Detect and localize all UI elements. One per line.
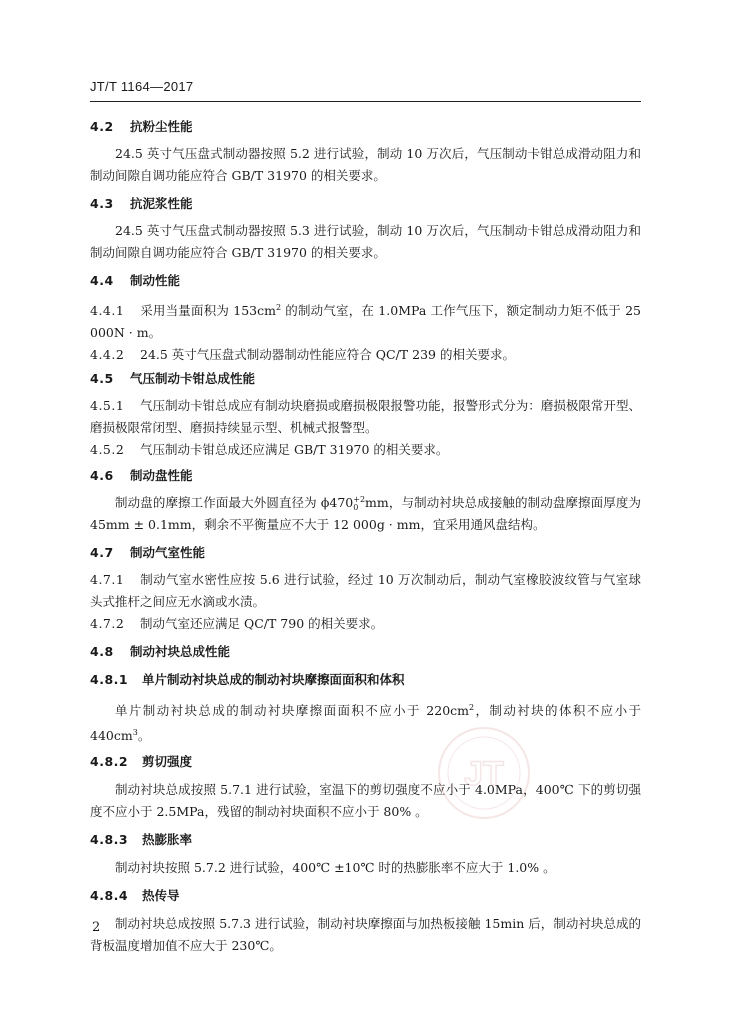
page-number: 2	[92, 920, 101, 935]
subsection-heading-4-8-2: 4.8.2 剪切强度	[90, 754, 193, 770]
clause-4-4-2: 4.4.2 24.5 英寸气压盘式制动器制动性能应符合 QC/T 239 的相关要求。	[90, 347, 515, 363]
standard-code-header: JT/T 1164—2017	[90, 79, 194, 94]
section-heading-4-4: 4.4 制动性能	[90, 273, 181, 288]
document-body	[90, 112, 641, 957]
subsection-4-8-2-text: 制动衬块总成按照 5.7.1 进行试验，室温下的剪切强度不应小于 4.0MPa，400℃ 下的剪切强度不应小于 2.5MPa，残留的制动衬块面积不应小于 80% 。	[90, 782, 641, 820]
section-heading-4-3: 4.3 抗泥浆性能	[90, 196, 193, 211]
section-4-2-text: 24.5 英寸气压盘式制动器按照 5.2 进行试验，制动 10 万次后，气压制动卡钳总成滑动阻力和制动间隙自调功能应符合 GB/T 31970 的相关要求。	[90, 146, 641, 183]
section-heading-4-6: 4.6 制动盘性能	[90, 468, 193, 484]
subsection-4-8-3-text: 制动衬块按照 5.7.2 进行试验，400℃ ±10℃ 时的热膨胀率不应大于 1.0% 。	[115, 860, 556, 876]
subsection-heading-4-8-3: 4.8.3 热膨胀率	[90, 832, 193, 848]
subsection-heading-4-8-4: 4.8.4 热传导	[90, 888, 180, 904]
jt-watermark-seal	[436, 725, 532, 821]
clause-4-5-1: 4.5.1 气压制动卡钳总成应有制动块磨损或磨损极限报警功能，报警形式分为：磨损极限常开型、磨损极限常闭型、磨损持续显示型、机械式报警型。	[90, 398, 641, 436]
header-rule	[90, 101, 641, 102]
watermark-text: JT	[464, 755, 504, 793]
section-4-6-text: 制动盘的摩擦工作面最大外圆直径为 ϕ470 +2 0 mm，与制动衬块总成接触的制动盘摩擦面厚度为 45mm ± 0.1mm，剩余不平衡量应不大于 12 000g · mm，宜采用通风盘结构。	[90, 494, 641, 533]
section-heading-4-7: 4.7 制动气室性能	[90, 545, 206, 561]
section-heading-4-2: 4.2 抗粉尘性能	[90, 119, 193, 134]
section-4-3-text: 24.5 英寸气压盘式制动器按照 5.3 进行试验，制动 10 万次后，气压制动卡钳总成滑动阻力和制动间隙自调功能应符合 GB/T 31970 的相关要求。	[90, 223, 641, 260]
section-heading-4-5: 4.5 气压制动卡钳总成性能	[90, 371, 256, 387]
clause-4-7-1: 4.7.1 制动气室水密性应按 5.6 进行试验，经过 10 万次制动后，制动气室橡胶波纹管与气室球头式推杆之间应无水滴或水渍。	[90, 572, 641, 610]
section-heading-4-8: 4.8 制动衬块总成性能	[90, 644, 231, 660]
clause-4-5-2: 4.5.2 气压制动卡钳总成还应满足 GB/T 31970 的相关要求。	[90, 442, 449, 458]
tolerance-stack: +2 0	[353, 494, 366, 512]
clause-4-4-1: 4.4.1 采用当量面积为 $153cm^2$ 的制动气室，在 1.0MPa 工作气压下，额定制动力矩不低于 25 000N · m。	[90, 303, 642, 341]
clause-4-7-2: 4.7.2 制动气室还应满足 QC/T 790 的相关要求。	[90, 616, 384, 632]
subsection-4-8-4-text: 制动衬块总成按照 5.7.3 进行试验，制动衬块摩擦面与加热板接触 15min 后，制动衬块总成的背板温度增加值不应大于 230℃。	[90, 916, 641, 954]
subsection-heading-4-8-1: 4.8.1 单片制动衬块总成的制动衬块摩擦面面积和体积	[90, 672, 405, 688]
subsection-4-8-1-text: 单片制动衬块总成的制动衬块摩擦面面积不应小于 $220cm^2$，制动衬块的体积不应小于 $440cm^3$。	[90, 703, 641, 744]
